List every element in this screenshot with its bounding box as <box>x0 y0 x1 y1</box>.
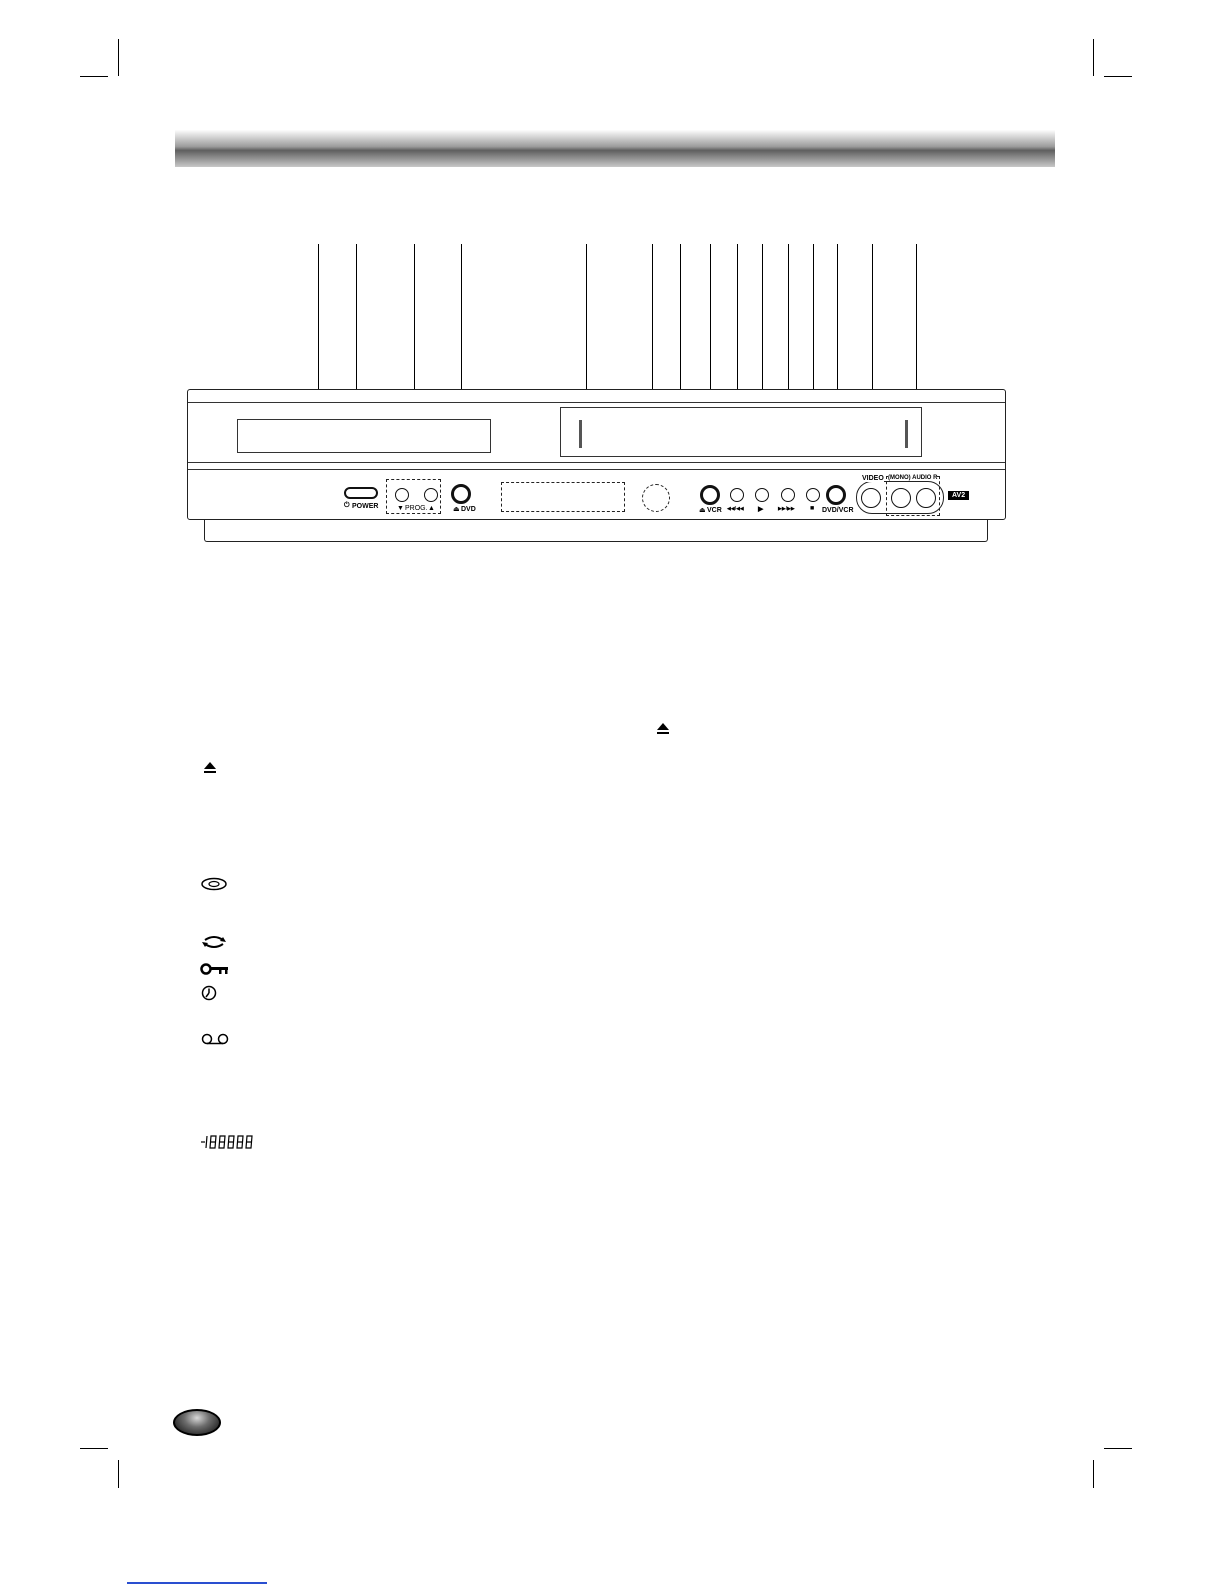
key-lock-icon <box>200 963 230 975</box>
page-number-tab <box>173 1409 221 1436</box>
disc-icon <box>200 877 228 891</box>
repeat-icon <box>200 935 228 949</box>
power-button[interactable] <box>344 487 378 499</box>
prog-up-label: ▲ <box>428 505 435 512</box>
timer-clock-icon <box>201 985 217 1001</box>
crop-mark <box>118 39 119 76</box>
vcr-eject-label: VCR <box>707 507 722 514</box>
av2-badge: AV2 <box>948 491 969 500</box>
crop-mark <box>1104 1448 1132 1449</box>
remote-sensor <box>642 484 670 512</box>
crop-mark <box>1093 39 1094 76</box>
crop-mark <box>80 1448 108 1449</box>
eject-icon <box>656 722 670 735</box>
prog-down-label: ▼ <box>397 505 404 512</box>
crop-mark <box>118 1460 119 1488</box>
eject-icon: ⏏ <box>699 507 706 514</box>
dvd-vcr-switch-button[interactable] <box>826 485 846 505</box>
crop-mark <box>80 76 108 77</box>
power-label: POWER <box>352 503 379 510</box>
skip-forward-label: ▶▶/▶▶ <box>778 506 795 512</box>
power-icon: ⏻ <box>344 502 350 509</box>
play-button[interactable] <box>755 488 769 502</box>
panel-divider <box>188 402 1005 403</box>
panel-divider <box>188 469 1005 470</box>
skip-forward-button[interactable] <box>781 488 795 502</box>
prog-label: PROG. <box>405 505 428 512</box>
audio-right-jack[interactable] <box>916 488 936 508</box>
section-header-bar <box>175 130 1055 167</box>
crop-mark <box>1093 1460 1094 1488</box>
segment-counter-icon <box>200 1134 258 1150</box>
dvd-disc-tray[interactable] <box>237 419 491 453</box>
eject-icon: ⏏ <box>453 506 460 513</box>
dvd-eject-button[interactable] <box>451 484 471 504</box>
audio-jack-label: (MONO) AUDIO R <box>888 475 938 481</box>
link-underline[interactable] <box>127 1582 267 1584</box>
prog-up-button[interactable] <box>424 488 438 502</box>
device-base <box>204 520 988 542</box>
skip-back-button[interactable] <box>730 488 744 502</box>
skip-back-label: ◀◀/◀◀ <box>727 506 744 512</box>
crop-mark <box>1104 76 1132 77</box>
panel-divider <box>188 462 1005 463</box>
prog-down-button[interactable] <box>395 488 409 502</box>
cassette-icon <box>200 1032 230 1046</box>
video-jack-label: VIDEO <box>862 475 884 482</box>
dvd-eject-label: DVD <box>461 506 476 513</box>
dvd-vcr-label: DVD/VCR <box>822 507 854 514</box>
play-label: ▶ <box>758 506 764 513</box>
stop-button[interactable] <box>806 488 820 502</box>
cassette-door-mark <box>579 420 582 448</box>
cassette-door-mark <box>905 420 908 448</box>
display-window <box>501 482 625 512</box>
audio-left-jack[interactable] <box>891 488 911 508</box>
eject-icon <box>203 761 217 774</box>
video-input-jack[interactable] <box>861 488 881 508</box>
vcr-cassette-door[interactable] <box>560 407 922 457</box>
vcr-eject-button[interactable] <box>700 485 720 505</box>
stop-label: ■ <box>810 505 815 512</box>
